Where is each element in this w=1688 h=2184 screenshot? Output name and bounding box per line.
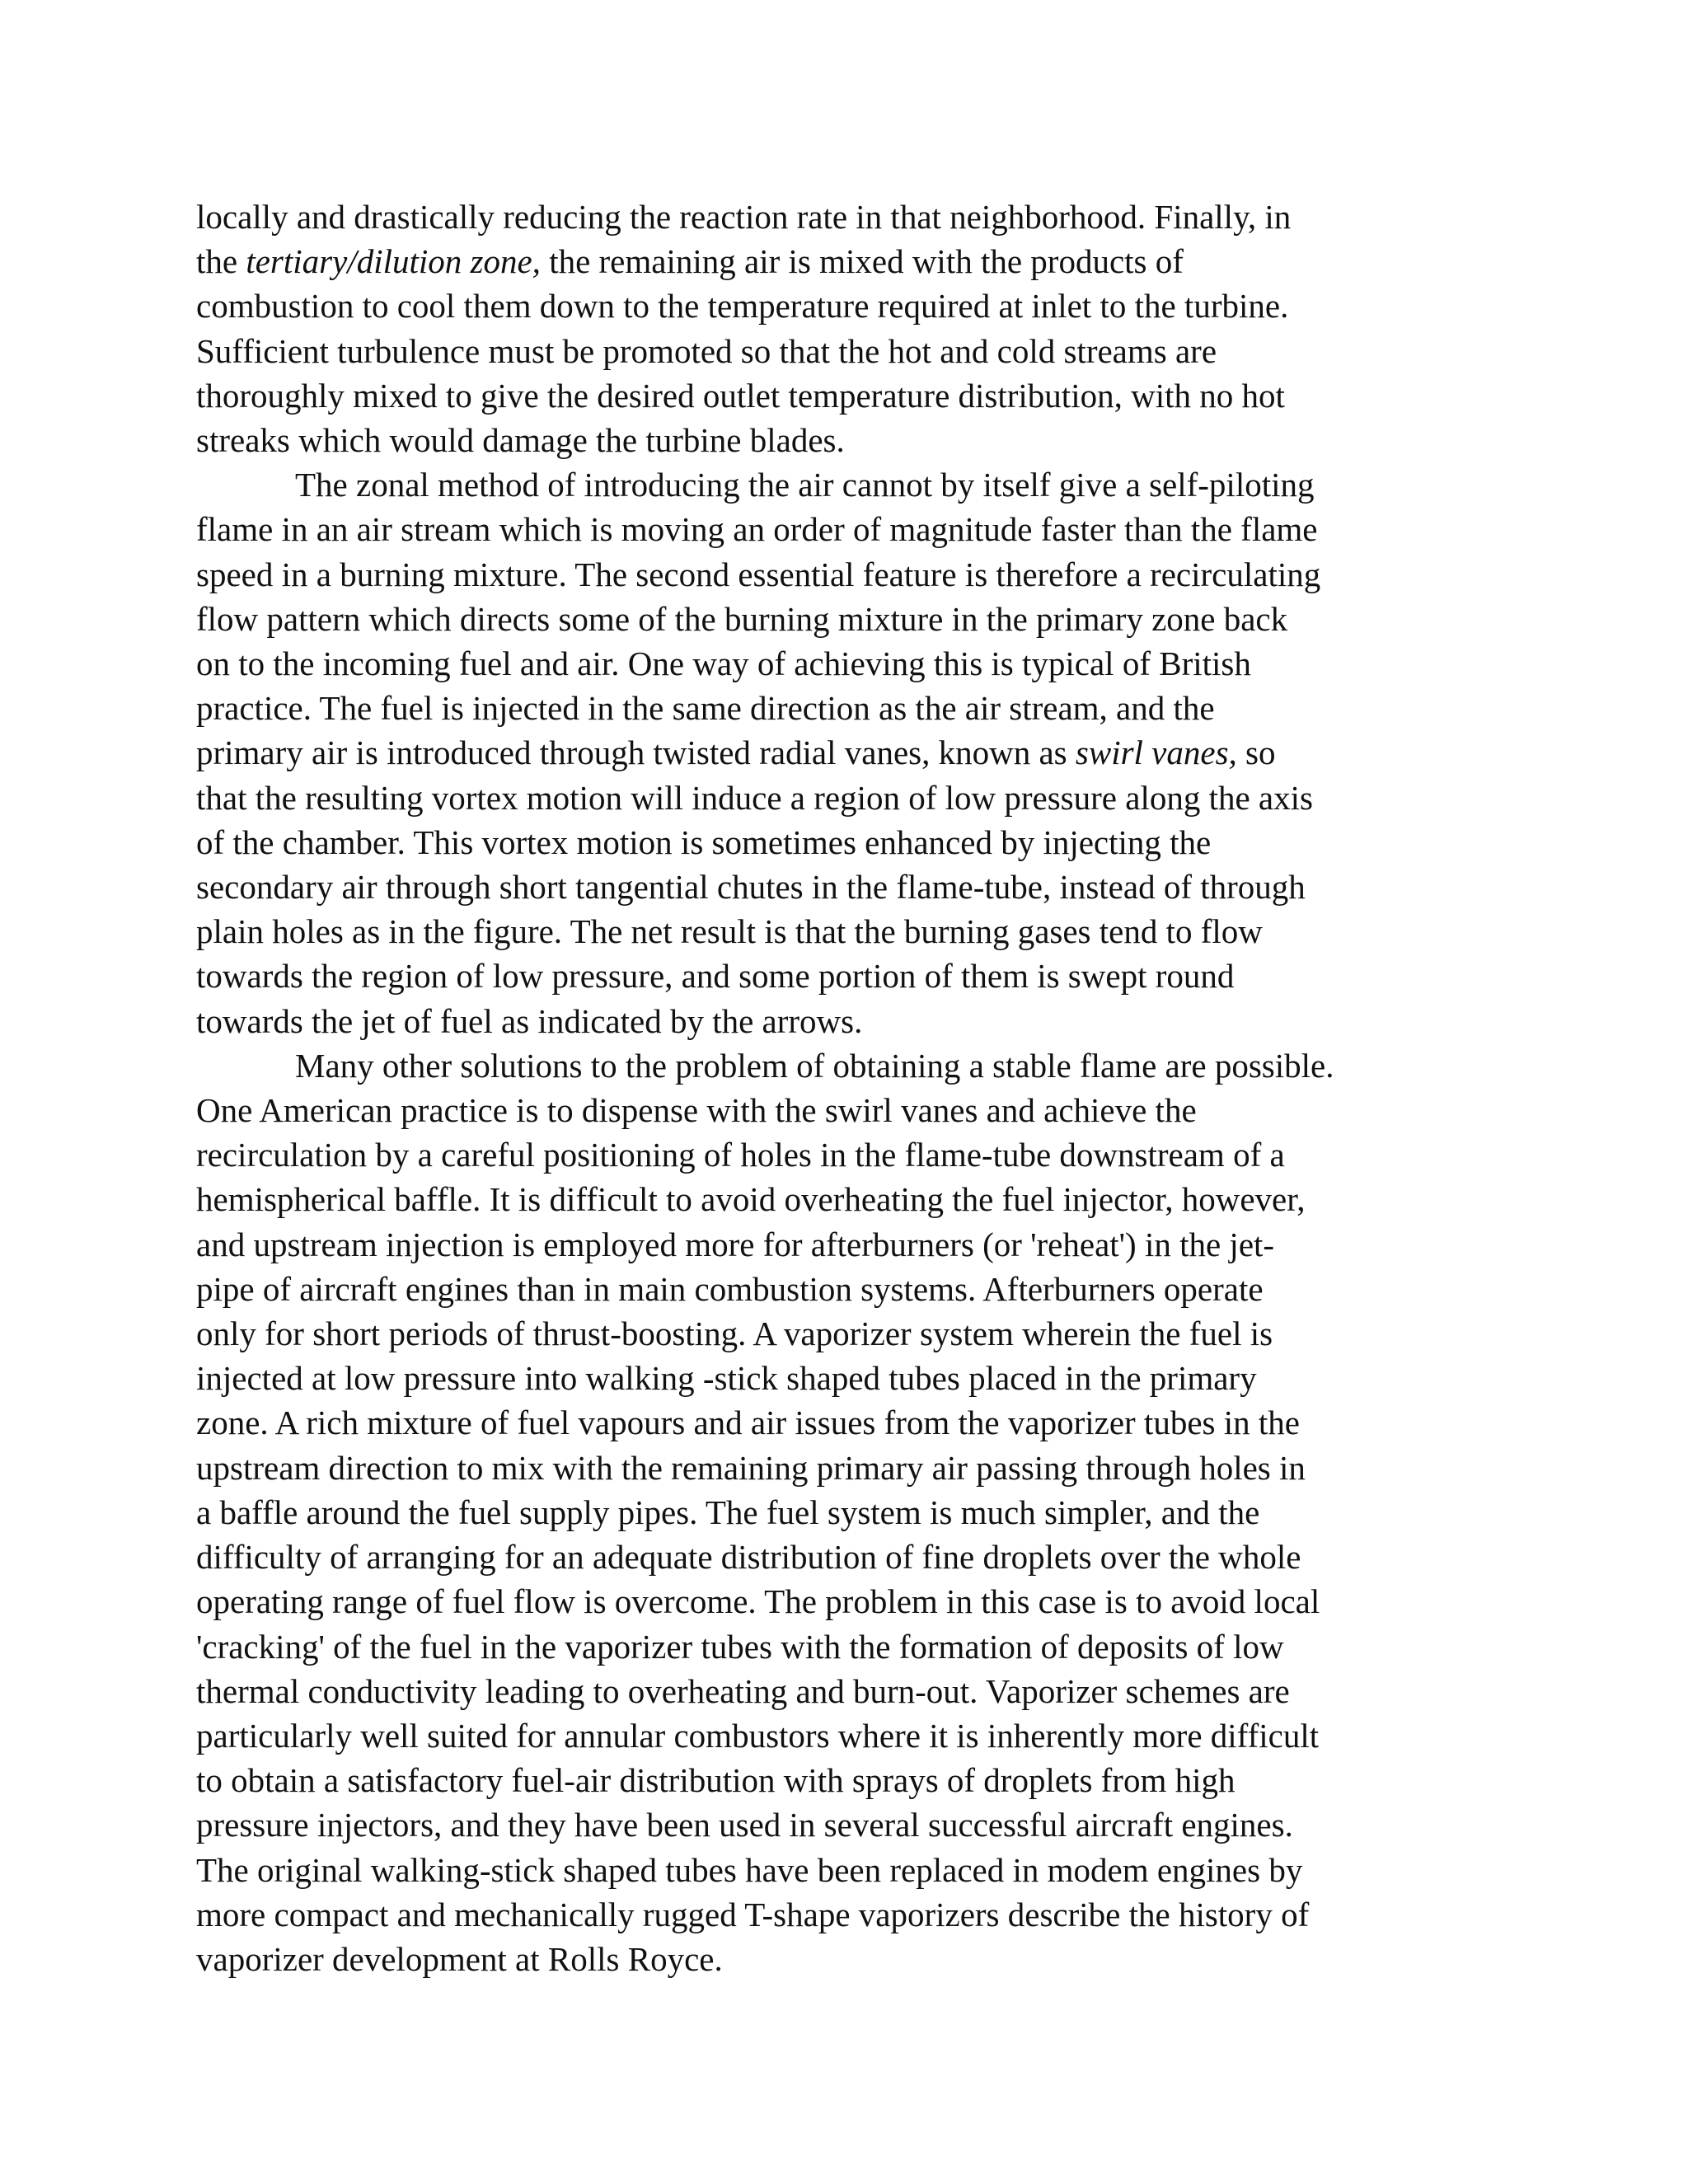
italic-term: tertiary/dilution zone, [246, 242, 541, 281]
text-line [196, 1132, 1515, 1177]
text-segment: the [196, 242, 246, 281]
text-line [196, 462, 1515, 507]
text-segment: upstream direction to mix with the remaining primary air passing through holes in [196, 1448, 1306, 1487]
text-segment: only for short periods of thrust-boosting. A vaporizer system wherein the fuel is [196, 1315, 1273, 1353]
text-segment: zone. A rich mixture of fuel vapours and air issues from the vaporizer tubes in the [196, 1404, 1300, 1442]
text-segment: towards the jet of fuel as indicated by the arrows. [196, 1001, 863, 1040]
text-segment: and upstream injection is employed more for afterburners (or 'reheat') in the jet- [196, 1225, 1275, 1263]
paragraph [196, 1043, 1515, 1981]
text-line [196, 1222, 1515, 1267]
text-line [196, 730, 1515, 775]
text-segment: that the resulting vortex motion will induce a region of low pressure along the axis [196, 778, 1313, 817]
text-segment: locally and drastically reducing the reaction rate in that neighborhood. Finally, in [196, 198, 1292, 236]
text-line [196, 999, 1515, 1043]
text-line [196, 865, 1515, 909]
text-segment: more compact and mechanically rugged T-shape vaporizers describe the history of [196, 1895, 1310, 1933]
text-line [196, 1758, 1515, 1802]
text-segment: of the chamber. This vortex motion is sometimes enhanced by injecting the [196, 823, 1212, 861]
text-segment: a baffle around the fuel supply pipes. The fuel system is much simpler, and the [196, 1493, 1260, 1531]
italic-term: swirl vanes, [1075, 733, 1237, 772]
text-line [196, 1892, 1515, 1937]
text-segment: Many other solutions to the problem of obtaining a stable flame are possible. [295, 1046, 1334, 1085]
text-segment: 'cracking' of the fuel in the vaporizer tubes with the formation of deposits of low [196, 1627, 1284, 1666]
text-segment: to obtain a satisfactory fuel-air distribution with sprays of droplets from high [196, 1761, 1236, 1800]
body-text [196, 194, 1515, 1981]
text-segment: primary air is introduced through twisted radial vanes, known as [196, 733, 1076, 772]
text-line [196, 1937, 1515, 1981]
text-line [196, 1579, 1515, 1624]
text-line [196, 239, 1515, 284]
text-line [196, 1311, 1515, 1356]
text-line [196, 1490, 1515, 1535]
text-line [196, 1043, 1515, 1088]
text-segment: towards the region of low pressure, and some portion of them is swept round [196, 957, 1235, 996]
text-segment: injected at low pressure into walking -stick shaped tubes placed in the primary [196, 1359, 1257, 1398]
text-line [196, 641, 1515, 686]
text-segment: flow pattern which directs some of the burning mixture in the primary zone back [196, 599, 1288, 638]
text-segment: on to the incoming fuel and air. One way of achieving this is typical of British [196, 644, 1251, 683]
text-line [196, 1624, 1515, 1669]
text-segment: Sufficient turbulence must be promoted so that the hot and cold streams are [196, 331, 1217, 370]
text-segment: operating range of fuel flow is overcome. The problem in this case is to avoid local [196, 1582, 1320, 1621]
text-line [196, 1400, 1515, 1445]
text-segment: secondary air through short tangential chutes in the flame-tube, instead of through [196, 868, 1306, 907]
text-line [196, 1267, 1515, 1311]
text-segment: streaks which would damage the turbine blades. [196, 421, 845, 460]
text-segment: practice. The fuel is injected in the same direction as the air stream, and the [196, 689, 1215, 728]
text-segment: The zonal method of introducing the air cannot by itself give a self-piloting [295, 466, 1315, 504]
text-line [196, 776, 1515, 820]
text-line [196, 1802, 1515, 1847]
text-line [196, 1713, 1515, 1758]
text-segment: hemispherical baffle. It is difficult to avoid overheating the fuel injector, however, [196, 1180, 1306, 1219]
text-line [196, 284, 1515, 328]
text-line [196, 686, 1515, 730]
text-segment: plain holes as in the figure. The net result is that the burning gases tend to flow [196, 912, 1263, 951]
text-line [196, 373, 1515, 418]
text-line [196, 820, 1515, 865]
text-line [196, 1088, 1515, 1132]
text-line [196, 552, 1515, 597]
text-segment: speed in a burning mixture. The second essential feature is therefore a recirculating [196, 555, 1321, 593]
text-line [196, 909, 1515, 954]
text-segment: difficulty of arranging for an adequate distribution of fine droplets over the whole [196, 1538, 1301, 1577]
text-segment: flame in an air stream which is moving an order of magnitude faster than the flame [196, 510, 1318, 549]
text-segment: combustion to cool them down to the temperature required at inlet to the turbine. [196, 287, 1289, 326]
text-line [196, 507, 1515, 551]
text-segment: One American practice is to dispense with the swirl vanes and achieve the [196, 1091, 1197, 1130]
text-segment: pressure injectors, and they have been used in several successful aircraft engines. [196, 1806, 1293, 1844]
paragraph [196, 194, 1515, 462]
text-line [196, 954, 1515, 998]
text-segment: pipe of aircraft engines than in main combustion systems. Afterburners operate [196, 1269, 1264, 1308]
text-segment: thoroughly mixed to give the desired outlet temperature distribution, with no hot [196, 376, 1285, 415]
text-segment: so [1236, 733, 1276, 772]
text-line [196, 1669, 1515, 1713]
text-line [196, 1446, 1515, 1490]
text-line [196, 329, 1515, 373]
text-line [196, 1535, 1515, 1579]
text-segment: particularly well suited for annular combustors where it is inherently more difficult [196, 1716, 1320, 1755]
text-segment: The original walking-stick shaped tubes have been replaced in modem engines by [196, 1850, 1303, 1889]
text-segment: vaporizer development at Rolls Royce. [196, 1939, 723, 1978]
text-line [196, 1177, 1515, 1221]
paragraph [196, 462, 1515, 1043]
text-segment: recirculation by a careful positioning of holes in the flame-tube downstream of a [196, 1136, 1285, 1174]
text-line [196, 1356, 1515, 1400]
text-line [196, 1848, 1515, 1892]
text-line [196, 597, 1515, 641]
text-line [196, 418, 1515, 462]
text-segment: the remaining air is mixed with the products of [540, 242, 1184, 281]
text-segment: thermal conductivity leading to overheating and burn-out. Vaporizer schemes are [196, 1671, 1290, 1710]
text-line [196, 194, 1515, 239]
